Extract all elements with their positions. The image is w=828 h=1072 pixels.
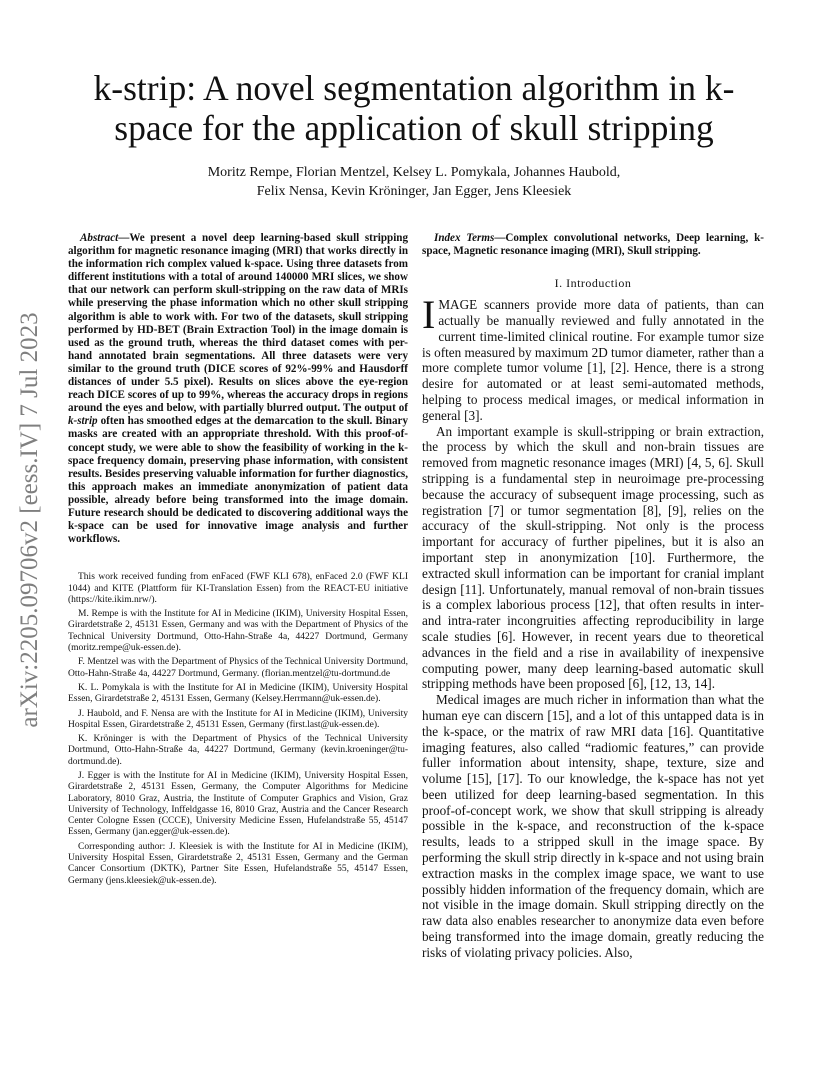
footnote-kroeninger: K. Kröninger is with the Department of Physics of the Technical University Dortmund, Otto-Hahn-Straße 4a, 44227 Dortmund, Germany (kevin.kroeninger@tu-dortmund.de). xyxy=(68,734,408,767)
footnote-pomykala: K. L. Pomykala is with the Institute for AI in Medicine (IKIM), University Hospital Essen, Girardetstraße 2, 45131 Essen, Germany (Kelsey.Herrmann@uk-essen.de). xyxy=(68,682,408,705)
footnote-rempe: M. Rempe is with the Institute for AI in Medicine (IKIM), University Hospital Essen, Girardetstraße 2, 45131 Essen, Germany and was with the Department of Physics of the Technical University Dortmund, Otto-Hahn-Straße 4a, 44227 Dortmund, Germany (moritz.rempe@uk-essen.de). xyxy=(68,609,408,654)
index-terms-text: —Complex convolutional networks, Deep learning, k-space, Magnetic resonance imaging (MRI), Skull stripping. xyxy=(422,232,764,258)
abstract-text-2: often has smoothed edges at the demarcation to the skull. Binary masks are created with an appropriate threshold. With this proof-of-concept study, we were able to show the feasibility of working in the k-space frequency domain, preserving phase information, with consistent results. Besides preserving valuable information for further diagnostics, this approach makes an immediate anonymization of patient data possible, already before being transformed into the image domain. Future research should be dedicated to discovering additional ways the k-space can be used for innovative image analysis and further workflows. xyxy=(68,415,408,546)
footnote-egger: J. Egger is with the Institute for AI in Medicine (IKIM), University Hospital Essen, Girardetstraße 2, 45131 Essen, Germany, the Computer Algorithms for Medicine Laboratory, 8010 Graz, Austria, the Institute of Computer Graphics and Vision, Graz University of Technology, Inffeldgasse 16, 8010 Graz, Austria and the Cancer Research Center Cologne Essen (CCCE), University Medicine Essen, Hufelandstraße 55, 45147 Essen, Germany (jan.egger@uk-essen.de). xyxy=(68,771,408,838)
intro-paragraph-1 xyxy=(422,292,764,423)
abstract-label: Abstract xyxy=(80,232,119,244)
author-list xyxy=(60,163,768,201)
abstract-method-name: k-strip xyxy=(68,415,98,428)
intro-paragraph-2: An important example is skull-stripping or brain extraction, the process by which the skull and non-brain tissues are removed from magnetic resonance images (MRI) [4, 5, 6]. Skull stripping is a fundamental step in neuroimage pre-processing because the accuracy of subsequent image processing, such as registration [7] or tumor segmentation [8], [9], relies on the accuracy of the skull-stripping. Not only is the process important for accuracy of further pipelines, but it is also an important step in anonymization [10]. Furthermore, the extracted skull information can be important for cranial implant design [11]. Unfortunately, manual removal of non-brain tissues is a complex laborious process [12], that often results in inter- and intra-rater incongruities affecting reproducibility in large scale studies [6]. However, in recent years due to theoretical advances in the field and a rise in availability of inexpensive computing power, many deep learning-based automatic skull stripping methods have been proposed [6], [12, 13, 14]. xyxy=(422,423,764,692)
footnote-haubold-nensa: J. Haubold, and F. Nensa are with the Institute for AI in Medicine (IKIM), University Hospital Essen, Girardetstraße 2, 45131 Essen, Germany (first.last@uk-essen.de). xyxy=(68,708,408,730)
section-heading-introduction: I. Introduction xyxy=(554,276,632,291)
authors-line-2: Felix Nensa, Kevin Kröninger, Jan Egger, Jens Kleesiek xyxy=(256,184,572,199)
drop-cap: I xyxy=(422,292,436,338)
index-terms xyxy=(422,232,764,258)
index-terms-label: Index Terms xyxy=(434,232,495,244)
arxiv-sidebar xyxy=(0,240,60,800)
right-column xyxy=(422,232,764,961)
footnote-corresponding: Corresponding author: J. Kleesiek is with the Institute for AI in Medicine (IKIM), University Hospital Essen, Girardetstraße 2, 45131 Essen, Germany and the German Cancer Consortium (DKTK), Partner Site Essen, Hufelandstraße 55, 45147 Essen, Germany (jens.kleesiek@uk-essen.de). xyxy=(68,841,408,886)
intro-paragraph-1-text: MAGE scanners provide more data of patients, than can actually be manually reviewed and fully annotated in the current time-limited clinical routine. For example tumor size is often measured by maximum 2D tumor diameter, rather than a more complete tumor volume [1], [2]. Hence, there is a strong desire for automated or at least semi-automated methods, helping to process medical images, or medical information in general [3]. xyxy=(422,297,764,423)
arxiv-identifier: arXiv:2205.09706v2 [eess.IV] 7 Jul 2023 xyxy=(16,312,43,728)
authors-line-1: Moritz Rempe, Florian Mentzel, Kelsey L. Pomykala, Johannes Haubold, xyxy=(207,165,621,180)
intro-paragraph-3: Medical images are much richer in information than what the human eye can discern [15], and a lot of this untapped data is in the k-space, or the matrix of raw MRI data [16]. Quantitative imaging features, also called “radiomic features,” can provide fuller information about intensity, shape, texture, size and volume [15], [17]. To our knowledge, the k-space has not yet been utilized for deep learning-based segmentation. In this proof-of-concept work, we show that skull stripping is already possible in the k-space, and reconstruction of the k-space results, leads to a stripped skull in the image space. By performing the skull strip directly in k-space and not using brain extraction masks in the complex image space, we want to use possibly hidden information of the frequency domain, which are not visible in the image domain. Skull stripping directly on the raw data also enables researcher to anonymize data even before being transformed into the image domain, greatly reducing the risks of violating privacy policies. Also, xyxy=(422,692,764,960)
left-column xyxy=(68,232,408,890)
abstract-text-1: —We present a novel deep learning-based skull stripping algorithm for magnetic resonance imaging (MRI) that works directly in the information rich complex valued k-space. Using three datasets from different institutions with a total of around 140000 MRI slices, we show that our network can perform skull-stripping on the raw data of MRIs while preserving the phase information which no other skull stripping algorithm is able to work with. For two of the datasets, skull stripping performed by HD-BET (Brain Extraction Tool) in the image domain is used as the ground truth, whereas the third dataset comes with per-hand annotated brain segmentations. All three datasets were very similar to the ground truth (DICE scores of 92%-99% and Hausdorff distances of under 5.5 pixel). Results on slices above the eye-region reach DICE scores of up to 99%, whereas the accuracy drops in regions around the eyes and below, with partially blurred output. The output of xyxy=(68,232,408,415)
abstract xyxy=(68,232,408,546)
footnote-funding: This work received funding from enFaced (FWF KLI 678), enFaced 2.0 (FWF KLI 1044) and KITE (Plattform für KI-Translation Essen) from the REACT-EU initiative (https://kite.ikim.nrw/). xyxy=(68,572,408,605)
footnote-mentzel: F. Mentzel was with the Department of Physics of the Technical University Dortmund, Otto-Hahn-Straße 4a, 44227 Dortmund, Germany. (florian.mentzel@tu-dortmund.de xyxy=(68,657,408,679)
paper-title: k-strip: A novel segmentation algorithm in k-space for the application of skull stripping xyxy=(93,68,735,148)
footnotes xyxy=(68,572,408,887)
